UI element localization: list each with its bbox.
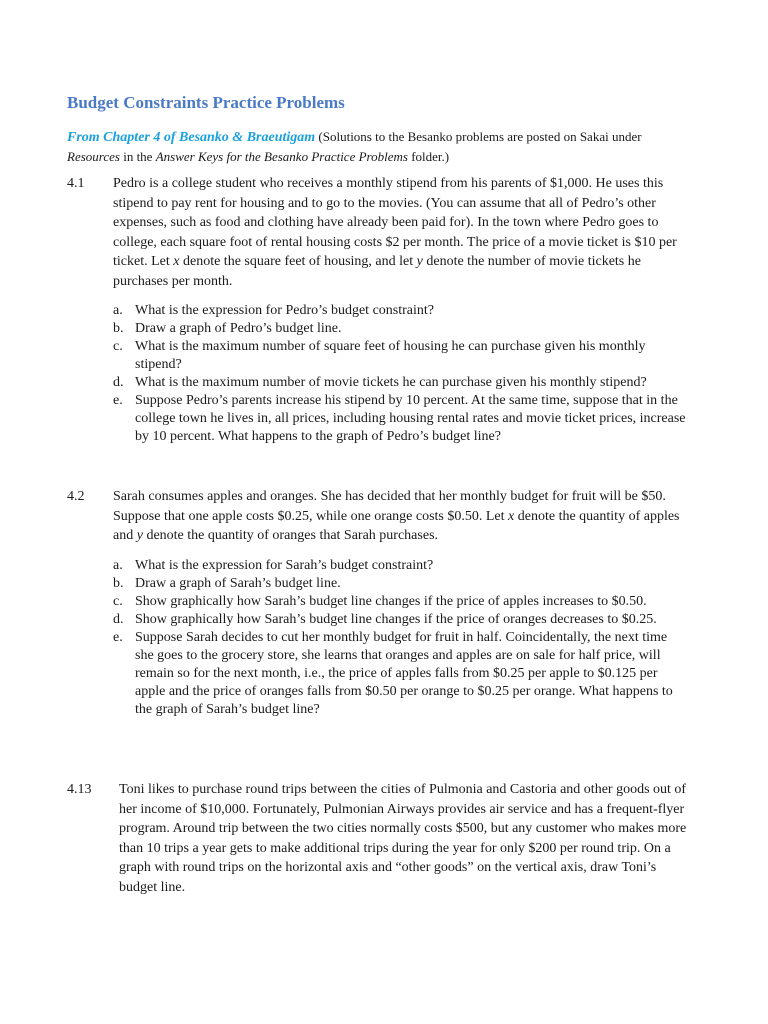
problem-body	[119, 780, 687, 897]
sub-question-c	[113, 593, 687, 611]
sub-question-label: b.	[113, 575, 124, 591]
page-title: Budget Constraints Practice Problems	[67, 93, 345, 112]
problem-4-1	[67, 174, 687, 446]
sub-question-text: What is the maximum number of movie tickets he can purchase given his monthly stipend?	[135, 375, 647, 390]
sub-question-label: c.	[113, 339, 123, 354]
source-answer-keys: Answer Keys for the Besanko Practice Problems	[155, 149, 408, 164]
problem-4-2	[67, 487, 687, 719]
problem-4-13	[67, 780, 687, 897]
sub-question-label: a.	[113, 303, 123, 318]
sub-question-text: Suppose Pedro’s parents increase his stipend by 10 percent. At the same time, suppose that in the college town he lives in, all prices, including housing rental rates and movie ticket prices, increase by 10 percent. What happens to the graph of Pedro’s budget line?	[135, 393, 686, 444]
sub-question-c	[113, 338, 687, 374]
sub-question-b	[113, 575, 687, 593]
source-note-text-3: folder.)	[407, 149, 450, 164]
sub-question-label: e.	[113, 393, 123, 408]
problem-text-part: Sarah consumes apples and oranges. She has decided that her monthly budget for fruit will be $50. Suppose that one apple costs $0.25, while one orange costs $0.50. Let	[113, 489, 666, 524]
sub-question-a	[113, 557, 687, 575]
sub-question-b	[113, 320, 687, 338]
variable-x: x	[508, 508, 515, 524]
variable-y: y	[416, 254, 423, 269]
sub-question-label: d.	[113, 375, 124, 390]
variable-y: y	[136, 528, 143, 543]
sub-question-label: a.	[113, 557, 123, 573]
sub-question-text: What is the maximum number of square feet of housing he can purchase given his monthly stipend?	[135, 339, 646, 372]
sub-question-text: Show graphically how Sarah’s budget line changes if the price of apples increases to $0.50.	[135, 593, 647, 609]
source-note	[67, 127, 667, 166]
sub-question-label: b.	[113, 321, 124, 336]
sub-question-text: What is the expression for Sarah’s budget constraint?	[135, 557, 434, 573]
sub-question-label: e.	[113, 629, 123, 645]
sub-question-list	[113, 557, 687, 719]
sub-question-d	[113, 611, 687, 629]
problem-text-part: denote the number of movie tickets he purchases per month.	[113, 254, 641, 289]
problem-number: 4.1	[67, 176, 85, 191]
problem-number: 4.2	[67, 489, 85, 504]
problem-text-part: denote the square feet of housing, and let	[179, 254, 417, 269]
problem-text: Toni likes to purchase round trips between the cities of Pulmonia and Castoria and other goods out of her income of $10,000. Fortunately, Pulmonian Airways provides air service and has a frequent-flyer program. Around trip between the two cities normally costs $500, but any customer who makes more than 10 trips a year gets to make additional trips during the year for only $200 per round trip. On a graph with round trips on the horizontal axis and “other goods” on the vertical axis, draw Toni’s budget line.	[119, 782, 687, 895]
sub-question-text: What is the expression for Pedro’s budget constraint?	[135, 303, 434, 318]
source-heading: From Chapter 4 of Besanko & Braeutigam	[67, 130, 316, 145]
problem-number: 4.13	[67, 782, 92, 797]
problem-text-part: Pedro is a college student who receives a monthly stipend from his parents of $1,000. He uses this stipend to pay rent for housing and to go to the movies. (You can assume that all of Pedro’s other expenses, such as food and clothing have already been paid for). In the town where Pedro goes to college, each square foot of rental housing costs $2 per month. The price of a movie ticket is $10 per ticket. Let	[113, 176, 677, 269]
sub-question-label: c.	[113, 593, 123, 609]
sub-question-a	[113, 302, 687, 320]
problem-body	[113, 487, 687, 719]
sub-question-text: Suppose Sarah decides to cut her monthly budget for fruit in half. Coincidentally, the next time she goes to the grocery store, she learns that oranges and apples are on sale for half price, will remain so for the next month, i.e., the price of apples falls from $0.25 per apple to $0.125 per apple and the price of oranges falls from $0.50 per orange to $0.25 per orange. What happens to the graph of Sarah’s budget line?	[135, 629, 673, 717]
sub-question-text: Draw a graph of Sarah’s budget line.	[135, 575, 341, 591]
variable-x: x	[173, 254, 180, 269]
problem-text	[113, 487, 687, 546]
sub-question-text: Show graphically how Sarah’s budget line changes if the price of oranges decreases to $0.25.	[135, 611, 657, 627]
sub-question-text: Draw a graph of Pedro’s budget line.	[135, 321, 342, 336]
sub-question-e	[113, 629, 687, 719]
source-resources: Resources	[67, 149, 120, 164]
sub-question-list	[113, 302, 687, 446]
problem-text-part: denote the quantity of apples and	[113, 508, 680, 543]
problem-text-part: denote the quantity of oranges that Sarah purchases.	[142, 528, 439, 543]
problem-text	[113, 174, 687, 291]
source-note-text-2: in the	[119, 149, 156, 164]
sub-question-label: d.	[113, 611, 124, 627]
problem-body	[113, 174, 687, 446]
source-note-text-1: (Solutions to the Besanko problems are posted on Sakai under	[315, 129, 642, 144]
sub-question-d	[113, 374, 687, 392]
sub-question-e	[113, 392, 687, 446]
